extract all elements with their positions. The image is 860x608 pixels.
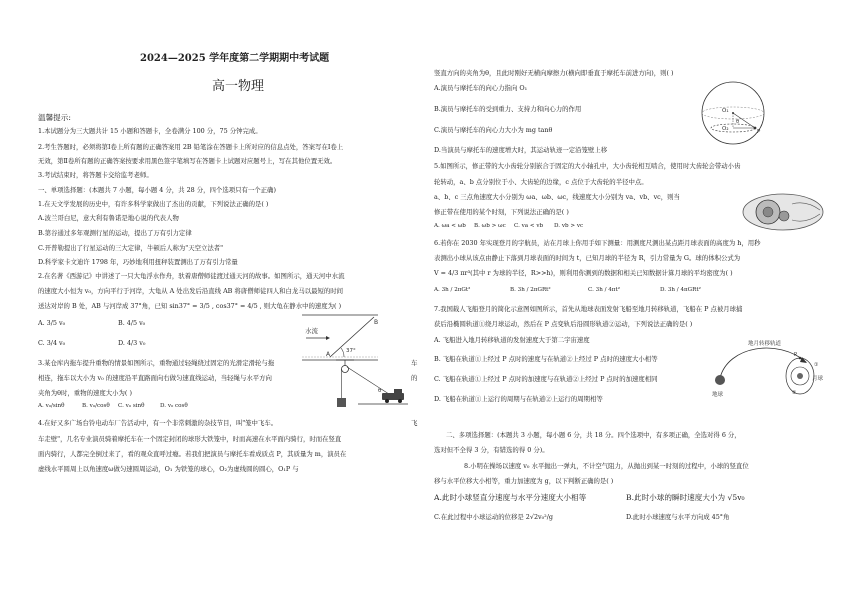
fig-moon-label: 月球 <box>812 376 824 382</box>
notice-line: 无效，第Ⅱ卷所有题的正确答案按要求用黑色签字笔填写在答题卡上试题对应题号上，写在其他位置无效。 <box>38 157 337 165</box>
truck-wheel <box>385 399 389 403</box>
q3-option-b: B. v₀/cosθ <box>82 403 110 409</box>
fig-earth-label: 地球 <box>712 392 724 398</box>
fig-p-label: P <box>757 129 761 135</box>
q6-line: 表测出小球从该点由静止下落到月球表面的时间为 t，已知月球的半径为 R，引力常量为 G。球的体积公式为 <box>434 254 741 262</box>
moon <box>797 373 803 379</box>
q5-gear-figure <box>740 190 826 234</box>
q7-option-a: A. 飞船进入地月转移轨道的发射速度大于第二宇宙速度 <box>434 336 590 344</box>
q1-stem: 1.在天文学发展的历史中，有许多科学家做出了杰出的贡献，下列说法正确的是( ) <box>38 200 269 208</box>
q1-option-c: C.开普勒提出了行星运动的三大定律，牛顿后人称为"天空立法者" <box>38 244 224 252</box>
q3-pulley-figure <box>330 354 410 412</box>
q3-line-end: 车 <box>411 359 418 367</box>
q4-line-continued: 竖直方向的夹角为θ，且此时刚好无横向摩擦力(横向即垂直于摩托车前进方向)，则( ) <box>434 69 674 77</box>
q2-option-c: C. 3/4 v₀ <box>38 339 66 347</box>
q5-option-b: B. ωb > ωc <box>474 223 506 229</box>
notice-line: 1.本试题分为三大题共计 15 小题和答题卡，全卷满分 100 分，75 分钟完成。 <box>38 127 262 135</box>
q3-line: 相连，拖车以大小为 v₀ 的速度沿平直路面向右做匀速直线运动，当轻绳与水平方向 <box>38 374 272 382</box>
fig-orbit1-label: ① <box>814 362 819 368</box>
q6-line: V = 4/3 πr³(其中 r 为球的半径，R>>h)，则利用你测到的数据和相关已知数据计算月球的平均密度为( ) <box>434 269 733 277</box>
q4-line: 虚线水平圆周上以角速度ω做匀速圆周运动，O₁ 为铁笼的球心，O₂为虚线圆的圆心，O₁P 与 <box>38 465 299 473</box>
q2-option-b: B. 4/5 v₀ <box>118 319 146 327</box>
q5-line: a、b、c 三点角速度大小分别为 ωa、ωb、ωc，线速度大小分别为 va、vb、vc，则当 <box>434 193 680 201</box>
q4-line: 车走壁"，几名专业演员骑着摩托车在一个固定封闭的球形大铁笼中，时而高速在水平面内骑行，时而在竖直 <box>38 435 342 443</box>
q4-option-b: B.演员与摩托车的受到重力、支持力和向心力的作用 <box>434 105 582 113</box>
q2-option-a: A. 3/5 v₀ <box>38 319 66 327</box>
small-gear <box>779 211 789 221</box>
q2-line: 送达对岸的 B 处，AB 与河岸成 37°角，已知 sin37° = 3/5 , cos37° = 4/5 , 则大龟在静水中的速度为( ) <box>38 302 342 310</box>
flow-arrow-head <box>326 336 330 340</box>
q3-line: 3.某仓库内拖车提升重物的情景如图所示，重物通过轻绳绕过固定的光滑定滑轮与拖 <box>38 359 275 367</box>
q1-option-d: D.科学家卡文迪许 1798 年，巧妙地利用扭秤装置测出了万有引力常量 <box>38 258 238 266</box>
section2-heading-cont: 选对但不全得 3 分，有错选的得 0 分)。 <box>434 446 549 454</box>
q3-option-c: C. v₀ sinθ <box>118 403 145 409</box>
q7-line: 获后沿椭圆轨道①绕月球运动，然后在 P 点变轨后沿圆形轨道②运动，下列说法正确的是( ) <box>434 320 693 328</box>
q2-option-d: D. 4/3 v₀ <box>118 339 146 347</box>
fig-p-label: P <box>794 352 798 358</box>
earth <box>715 375 725 385</box>
q6-option-b: B. 3h / 2πGRt² <box>510 287 551 293</box>
q4-sphere-figure <box>698 78 768 148</box>
q4-option-a: A.演员与摩托车的向心力指向 O₁ <box>434 84 528 92</box>
q8-option-a: A.此时小球竖直分速度与水平分速度大小相等 <box>434 493 587 502</box>
fig-transfer-label: 地月转移轨道 <box>748 341 782 347</box>
q5-option-a: A. ωa < ωb <box>434 223 466 229</box>
pulley-wheel <box>342 366 349 373</box>
q4-line-end: 飞 <box>411 419 418 427</box>
q7-option-c: C. 飞船在轨道①上经过 P 点时的加速度与在轨道②上经过 P 点时的加速度相同 <box>434 375 658 383</box>
q7-option-d: D. 飞船在轨道①上运行的周期与在轨道②上运行的周期相等 <box>434 395 603 403</box>
q5-line: 修正带在使用的某个时刻，下列说法正确的是( ) <box>434 208 569 216</box>
q8-option-d: D.此时小球速度与水平方向成 45°角 <box>626 513 730 521</box>
q5-option-d: D. vb > vc <box>554 223 584 229</box>
notice-line: 2.考生答题时，必须将第Ⅰ卷上所有题的正确答案用 2B 铅笔涂在答题卡上所对应的信息点处，答案写在Ⅰ卷上 <box>38 143 344 151</box>
big-gear-hub <box>763 207 773 217</box>
truck-body <box>382 393 404 400</box>
truck-wheel <box>398 399 402 403</box>
point-p <box>754 127 757 130</box>
q4-option-c: C.演员与摩托车的向心力大小为 mg tanθ <box>434 126 553 134</box>
section1-heading: 一、单项选择题：(本题共 7 小题，每小题 4 分，共 28 分，四个选项只有一个正确) <box>38 186 276 194</box>
q8-line: 移与水平位移大小相等，重力加速度为 g，以下判断正确的是( ) <box>434 477 614 485</box>
q6-option-d: D. 3h / 4πGRt² <box>660 287 701 293</box>
q1-option-b: B.第谷通过多年观测行星的运动，提出了万有引力定律 <box>38 229 192 237</box>
q7-option-b: B. 飞船在轨道①上经过 P 点时的速度与在轨道②上经过 P 点时的速度大小相等 <box>434 355 658 363</box>
q5-line: 5.如图所示，修正带的大小齿轮分别嵌合于固定的大小轴孔中，大小齿轮相互啮合，使用时大齿轮会带动小齿 <box>434 162 741 170</box>
fig-o1-label: O₁ <box>722 108 729 114</box>
q5-line: 轮转动，a、b 点分别位于小、大齿轮的边缘，c 点位于大齿轮的半径中点。 <box>434 178 648 186</box>
q8-option-b: B.此时小球的瞬时速度大小为 √5v₀ <box>626 493 745 502</box>
exam-title: 2024—2025 学年度第二学期期中考试题 <box>140 53 330 64</box>
notice-line: 3.考试结束时，将答题卡交给监考老师。 <box>38 171 153 179</box>
section2-heading: 二、多项选择题：(本题共 3 小题，每小题 6 分，共 18 分。四个选项中，有多项正确，全选对得 6 分， <box>446 431 741 439</box>
fig-point-b: B <box>374 319 379 326</box>
q4-line: 面内骑行，人都完全倒过来了，看的观众直呼过瘾。若我们把演员与摩托车看成质点 P，其质量为 m，演员在 <box>38 450 347 458</box>
q8-option-c: C.在此过程中小球运动的位移是 2√2v₀²/g <box>434 513 553 521</box>
q8-line: 8.小明在操场以速度 v₀ 水平抛出一弹丸，不计空气阻力，从抛出到某一时刻的过程中，小球的竖直位 <box>464 462 749 470</box>
q4-line: 4.在好又多广场台铃电动车厂告活动中，有一个非常刺激的杂技节目，叫"笼中飞车。 <box>38 419 278 427</box>
q3-option-d: D. v₀ cosθ <box>160 403 188 409</box>
fig-orbit2-label: ② <box>792 390 797 396</box>
q1-option-a: A.波兰哥白尼，意大利有鲁诺是地心说的代表人物 <box>38 214 179 222</box>
q6-line: 6.若你在 2030 年实现登月的宇航员，站在月球上你用手如下测量：用测度尺测出某点距月球表面的高度为 h，用秒 <box>434 239 761 247</box>
fig-o2-label: O₂ <box>722 126 729 132</box>
subject-title: 高一物理 <box>212 79 265 94</box>
q3-line: 夹角为θ时，重物的速度大小为( ) <box>38 389 132 397</box>
fig-theta-label: θ <box>378 388 382 394</box>
q5-option-c: C. va < vb <box>514 223 544 229</box>
point-p <box>799 357 802 360</box>
fig-point-a: A <box>326 351 331 358</box>
q6-option-c: C. 3h / 4πt² <box>588 287 620 293</box>
q6-option-a: A. 3h / 2πGt² <box>434 287 471 293</box>
notice-heading: 温馨提示: <box>38 113 71 122</box>
fig-angle-label: 37° <box>346 348 356 354</box>
center-o1 <box>732 112 734 114</box>
hanging-weight <box>337 398 346 407</box>
q7-orbit-figure <box>708 336 832 402</box>
rope-to-truck <box>347 367 392 396</box>
q4-option-d: D.当演员与摩托车的速度增大时，其运动轨迹一定沿笼壁上移 <box>434 146 608 154</box>
truck-cab <box>394 389 402 394</box>
q7-line: 7.我国载人飞船登月的简化示意图如图所示，首先从地球表面发射飞船至地月转移轨道，飞船在 P 点被月球捕 <box>434 305 743 313</box>
fig-theta-label: θ <box>736 119 740 125</box>
q2-line: 的速度大小恒为 v₀，方向平行于河岸，大龟从 A 处出发后沿直线 AB 将唐僧师徒四人和白龙马以最短的时间 <box>38 287 344 295</box>
q3-option-a: A. v₀/sinθ <box>38 403 65 409</box>
q3-line-end: 的 <box>411 374 418 382</box>
fig-flow-label: 水流 <box>305 327 318 335</box>
q2-line: 2.在名著《西游记》中讲述了一只大龟浮水作舟，驮着唐僧师徒渡过通天河的故事。如图所示，通天河中水流 <box>38 272 345 280</box>
